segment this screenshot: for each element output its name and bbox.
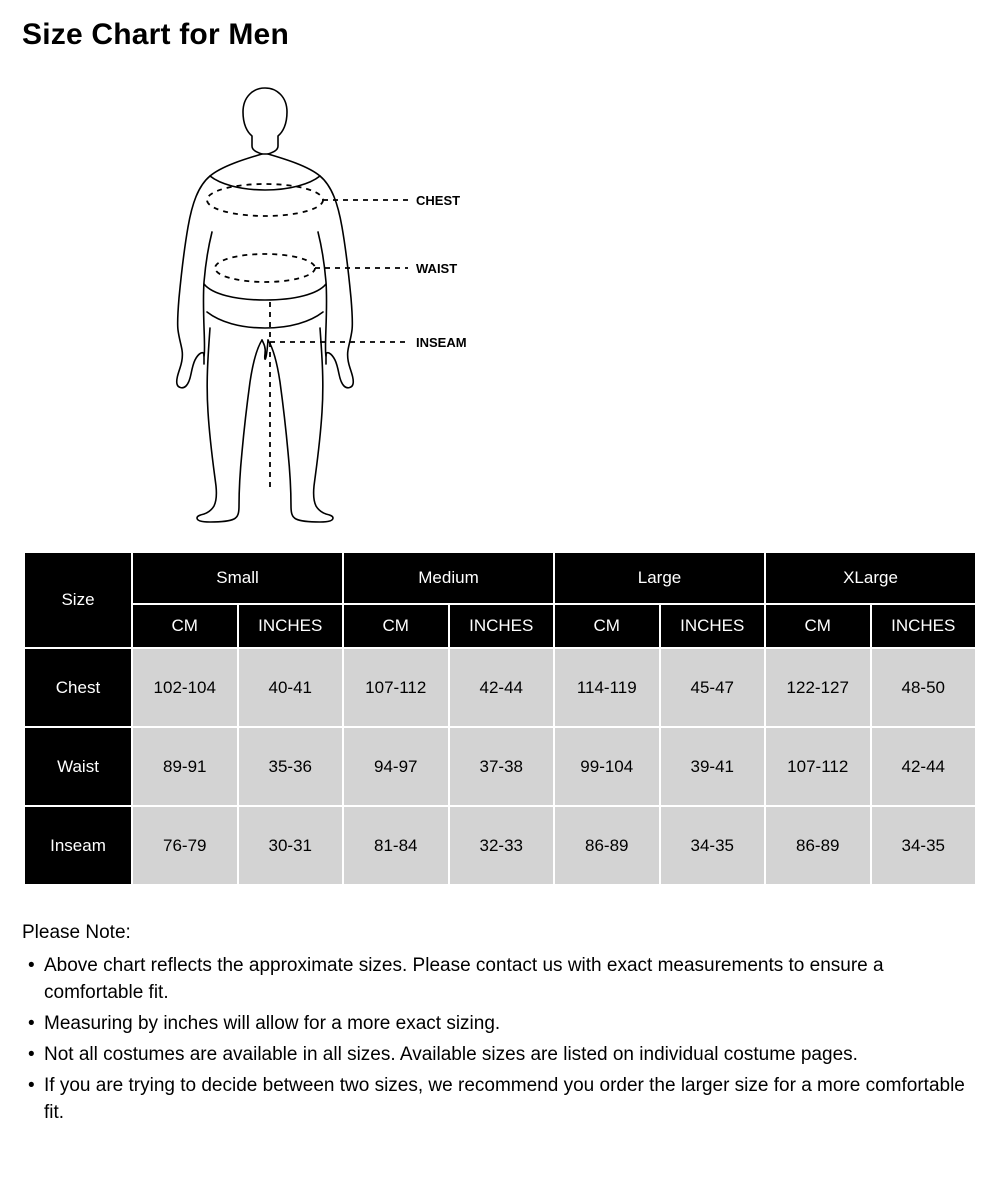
inseam-label: INSEAM — [416, 335, 467, 350]
table-row-label-waist: Waist — [24, 727, 132, 806]
table-cell-inseam-medium-inches: 32-33 — [449, 806, 555, 885]
notes-section — [22, 920, 982, 1131]
chest-measure-ellipse — [207, 184, 323, 216]
note-item: • If you are trying to decide between two sizes, we recommend you order the larger size for a more comfortable fit. — [22, 1073, 982, 1127]
table-row-label-chest: Chest — [24, 648, 132, 727]
size-table-wrapper — [23, 551, 977, 886]
table-cell-chest-large-cm: 114-119 — [554, 648, 660, 727]
table-cell-waist-small-cm: 89-91 — [132, 727, 238, 806]
table-cell-chest-small-inches: 40-41 — [238, 648, 344, 727]
table-row-waist — [24, 727, 976, 806]
table-group-header-medium: Medium — [343, 552, 554, 604]
table-cell-chest-xlarge-inches: 48-50 — [871, 648, 977, 727]
table-unit-header-large-inches: INCHES — [660, 604, 766, 648]
notes-list — [22, 953, 982, 1127]
page-title: Size Chart for Men — [22, 18, 289, 51]
note-item: • Measuring by inches will allow for a more exact sizing. — [22, 1011, 982, 1038]
table-cell-inseam-xlarge-inches: 34-35 — [871, 806, 977, 885]
body-measurement-figure — [0, 72, 1000, 542]
table-cell-waist-xlarge-cm: 107-112 — [765, 727, 871, 806]
table-cell-waist-large-inches: 39-41 — [660, 727, 766, 806]
table-cell-chest-medium-cm: 107-112 — [343, 648, 449, 727]
note-item: • Not all costumes are available in all sizes. Available sizes are listed on individual costume pages. — [22, 1042, 982, 1069]
table-cell-inseam-small-cm: 76-79 — [132, 806, 238, 885]
table-group-header-large: Large — [554, 552, 765, 604]
table-group-header-small: Small — [132, 552, 343, 604]
table-unit-header-small-cm: CM — [132, 604, 238, 648]
table-row-unit-headers — [24, 604, 976, 648]
table-unit-header-small-inches: INCHES — [238, 604, 344, 648]
table-cell-chest-large-inches: 45-47 — [660, 648, 766, 727]
table-unit-header-xlarge-inches: INCHES — [871, 604, 977, 648]
table-row-inseam — [24, 806, 976, 885]
table-cell-waist-xlarge-inches: 42-44 — [871, 727, 977, 806]
table-cell-inseam-xlarge-cm: 86-89 — [765, 806, 871, 885]
chest-label: CHEST — [416, 193, 461, 208]
table-cell-chest-medium-inches: 42-44 — [449, 648, 555, 727]
table-cell-chest-xlarge-cm: 122-127 — [765, 648, 871, 727]
table-unit-header-large-cm: CM — [554, 604, 660, 648]
table-group-header-xlarge: XLarge — [765, 552, 976, 604]
waist-label: WAIST — [416, 261, 458, 276]
notes-heading: Please Note: — [22, 922, 131, 943]
table-corner-size-label: Size — [24, 552, 132, 648]
waist-measure-ellipse — [215, 254, 315, 282]
table-cell-inseam-small-inches: 30-31 — [238, 806, 344, 885]
table-cell-waist-large-cm: 99-104 — [554, 727, 660, 806]
table-row-group-headers — [24, 552, 976, 604]
size-table — [23, 551, 977, 886]
table-unit-header-xlarge-cm: CM — [765, 604, 871, 648]
table-cell-waist-medium-inches: 37-38 — [449, 727, 555, 806]
table-unit-header-medium-inches: INCHES — [449, 604, 555, 648]
table-cell-inseam-medium-cm: 81-84 — [343, 806, 449, 885]
table-cell-waist-small-inches: 35-36 — [238, 727, 344, 806]
table-row-chest — [24, 648, 976, 727]
table-cell-waist-medium-cm: 94-97 — [343, 727, 449, 806]
note-item: • Above chart reflects the approximate sizes. Please contact us with exact measurements to ensure a comfortable fit. — [22, 953, 982, 1007]
table-row-label-inseam: Inseam — [24, 806, 132, 885]
table-cell-inseam-large-inches: 34-35 — [660, 806, 766, 885]
male-body-diagram-svg — [150, 72, 850, 532]
table-unit-header-medium-cm: CM — [343, 604, 449, 648]
table-cell-chest-small-cm: 102-104 — [132, 648, 238, 727]
table-cell-inseam-large-cm: 86-89 — [554, 806, 660, 885]
